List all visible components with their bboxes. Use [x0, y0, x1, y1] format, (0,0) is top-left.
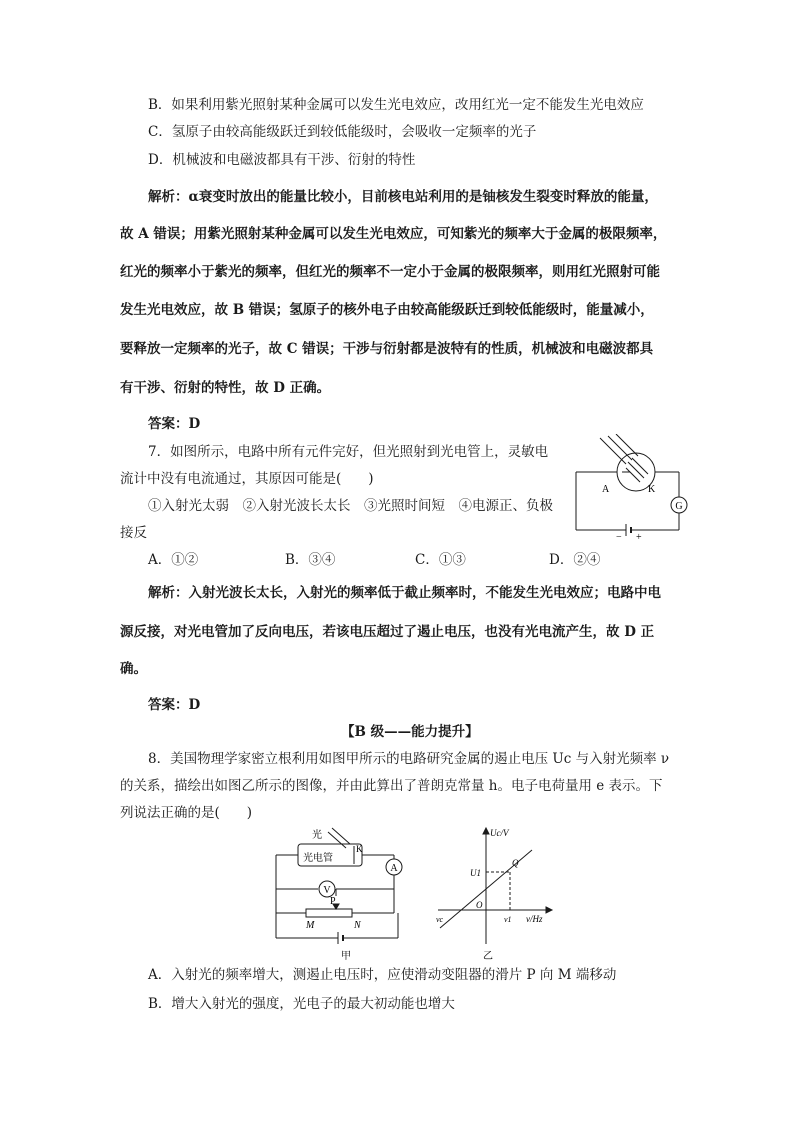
q7-stem-line-3: ①入射光太弱 ②入射光波长太长 ③光照时间短 ④电源正、负极 — [148, 498, 553, 514]
q7-label-minus: − — [616, 532, 622, 542]
q7-analysis-line-2: 源反接，对光电管加了反向电压，若该电压超过了遏止电压，也没有光电流产生，故 D 正 — [120, 624, 655, 640]
q8-yi-q: Q — [512, 858, 519, 868]
q8-yi-ylabel: Uc/V — [490, 828, 509, 838]
q7-analysis-line-3: 确。 — [120, 661, 147, 677]
q7-option-a: A．①② — [148, 552, 199, 568]
q6-option-b: B．如果利用紫光照射某种金属可以发生光电效应，改用红光一定不能发生光电效应 — [148, 97, 644, 113]
q7-stem-line-2: 流计中没有电流通过，其原因可能是( ) — [120, 471, 374, 487]
q7-option-d: D．②④ — [549, 552, 601, 568]
q7-label-plus: + — [636, 532, 642, 542]
q8-yi-caption: 乙 — [483, 951, 493, 962]
q8-jia-caption: 甲 — [341, 951, 351, 962]
q8-figure-jia — [268, 826, 413, 962]
q7-label-g: G — [675, 501, 683, 512]
section-title: 【B 级——能力提升】 — [341, 724, 479, 740]
q6-option-c: C．氢原子由较高能级跃迁到较低能级时，会吸收一定频率的光子 — [148, 124, 537, 140]
q8-option-b: B．增大入射光的强度，光电子的最大初动能也增大 — [148, 996, 455, 1012]
q8-jia-ammeter: A — [390, 863, 398, 874]
q7-stem-line-1: 7．如图所示，电路中所有元件完好，但光照射到光电管上，灵敏电 — [148, 444, 549, 460]
q8-jia-p: P — [330, 896, 336, 907]
q6-analysis-line-6: 有干涉、衍射的特性，故 D 正确。 — [120, 380, 331, 396]
q6-analysis-line-5: 要释放一定频率的光子，故 C 错误；干涉与衍射都是波特有的性质，机械波和电磁波都具 — [120, 341, 654, 357]
q8-jia-tube: 光电管 — [303, 853, 333, 864]
q7-answer: 答案：D — [148, 697, 201, 713]
q7-option-c: C．①③ — [415, 552, 466, 568]
q8-stem-line-1: 8．美国物理学家密立根利用如图甲所示的电路研究金属的遏止电压 Uc 与入射光频率 ν — [148, 751, 670, 767]
q7-option-b: B．③④ — [285, 552, 336, 568]
q6-analysis-line-4: 发生光电效应，故 B 错误；氢原子的核外电子由较高能级跃迁到较低能级时，能量减小， — [120, 302, 654, 318]
q7-label-k: K — [648, 484, 656, 495]
q8-jia-k: K — [356, 844, 363, 854]
q7-label-a: A — [602, 484, 610, 495]
q8-stem-line-2: 的关系，描绘出如图乙所示的图像，并由此算出了普朗克常量 h。电子电荷量用 e 表示。下 — [120, 778, 663, 794]
q6-analysis-line-1: 解析：α衰变时放出的能量比较小，目前核电站利用的是铀核发生裂变时释放的能量， — [148, 189, 658, 205]
q8-jia-n: N — [354, 920, 361, 931]
q6-analysis-line-3: 红光的频率小于紫光的频率，但红光的频率不一定小于金属的极限频率，则用红光照射可能 — [120, 264, 660, 280]
q8-yi-xlabel: ν/Hz — [526, 914, 543, 924]
q8-yi-origin: O — [476, 900, 483, 910]
q6-option-d: D．机械波和电磁波都具有干涉、衍射的特性 — [148, 152, 416, 168]
q8-yi-u1: U1 — [470, 868, 481, 878]
q8-yi-vc: νc — [436, 915, 444, 924]
q7-stem-line-4: 接反 — [120, 525, 147, 541]
q7-analysis-line-1: 解析：入射光波长太长，入射光的频率低于截止频率时，不能发生光电效应；电路中电 — [148, 585, 661, 601]
q8-stem-line-3: 列说法正确的是( ) — [120, 805, 253, 821]
q8-yi-v1: ν1 — [504, 915, 512, 924]
q8-option-a: A．入射光的频率增大，测遏止电压时，应使滑动变阻器的滑片 P 向 M 端移动 — [148, 967, 617, 983]
q8-jia-m: M — [306, 920, 315, 931]
q7-circuit-diagram — [566, 434, 698, 542]
q8-jia-voltmeter: V — [323, 885, 331, 896]
q6-answer: 答案：D — [148, 416, 201, 432]
q8-jia-light: 光 — [312, 830, 322, 841]
q6-analysis-line-2: 故 A 错误；用紫光照射某种金属可以发生光电效应，可知紫光的频率大于金属的极限频率， — [120, 226, 667, 242]
q8-figure-yi — [428, 826, 558, 962]
